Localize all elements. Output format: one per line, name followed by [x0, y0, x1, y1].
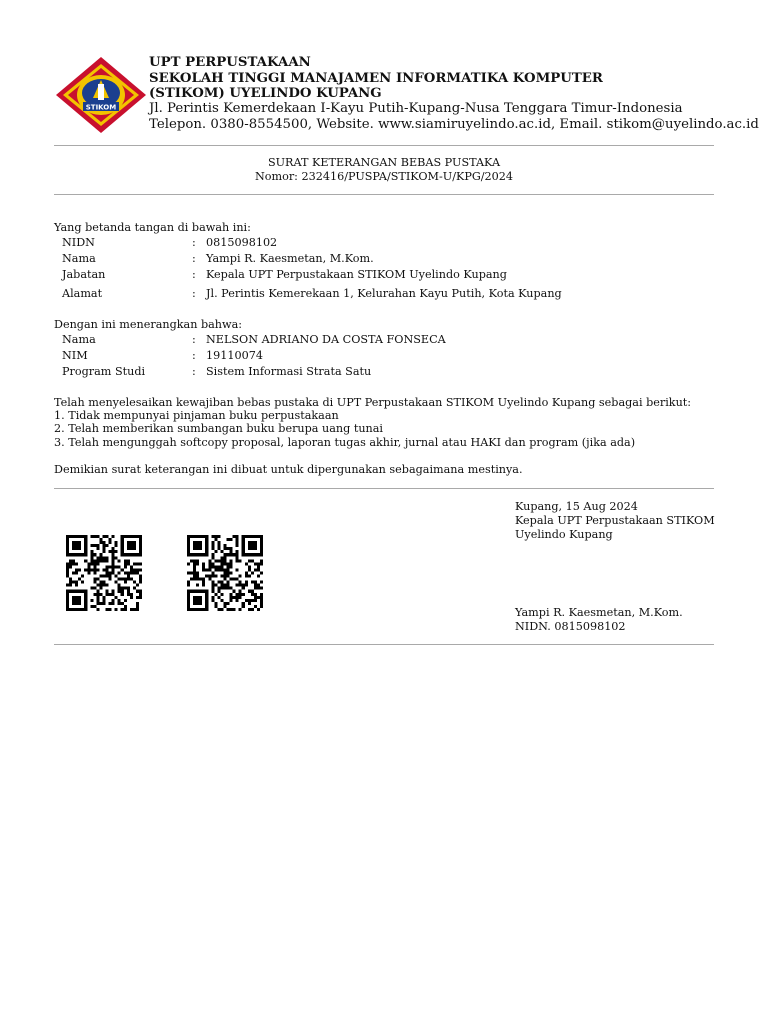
header-line-3: (STIKOM) UYELINDO KUPANG	[149, 86, 382, 101]
letter-title: SURAT KETERANGAN BEBAS PUSTAKA	[267, 156, 501, 169]
logo-text: STIKOM	[85, 103, 117, 112]
letter-number: Nomor: 232416/PUSPA/STIKOM-U/KPG/2024	[254, 170, 514, 183]
student-value-nama: NELSON ADRIANO DA COSTA FONSECA	[206, 333, 446, 346]
header-line-2: SEKOLAH TINGGI MANAJAMEN INFORMATIKA KOMPUTER	[149, 71, 603, 86]
student-label-nim: NIM	[62, 349, 88, 362]
student-label-nama: Nama	[62, 333, 96, 346]
header-line-1: UPT PERPUSTAKAAN	[149, 55, 311, 70]
header-address: Jl. Perintis Kemerdekaan I-Kayu Putih-Kupang-Nusa Tenggara Timur-Indonesia	[149, 101, 683, 116]
body-divider	[54, 488, 714, 489]
signer-value-jabatan: Kepala UPT Perpustakaan STIKOM Uyelindo Kupang	[206, 268, 507, 281]
header-contact: Telepon. 0380-8554500, Website. www.siamiruyelindo.ac.id, Email. stikom@uyelindo.ac.id	[149, 117, 759, 132]
signer-label-nidn: NIDN	[62, 236, 95, 249]
student-value-prodi: Sistem Informasi Strata Satu	[206, 365, 372, 378]
signer-label-jabatan: Jabatan	[62, 268, 106, 281]
student-sep-prodi: :	[192, 365, 196, 378]
signer-sep-nidn: :	[192, 236, 196, 249]
statement-intro: Telah menyelesaikan kewajiban bebas pustaka di UPT Perpustakaan STIKOM Uyelindo Kupang sebagai berikut:	[54, 396, 692, 409]
signer-sep-jabatan: :	[192, 268, 196, 281]
signer-label-alamat: Alamat	[62, 287, 103, 300]
statement-closing: Demikian surat keterangan ini dibuat untuk dipergunakan sebagaimana mestinya.	[54, 463, 523, 476]
student-sep-nim: :	[192, 349, 196, 362]
signer-sep-alamat: :	[192, 287, 196, 300]
stikom-logo	[55, 56, 147, 134]
signer-value-nidn: 0815098102	[206, 236, 278, 249]
signature-place-date: Kupang, 15 Aug 2024	[515, 500, 638, 513]
qr-code-2	[185, 535, 265, 611]
statement-item-1: 1. Tidak mempunyai pinjaman buku perpustakaan	[54, 409, 339, 422]
qr-code-1	[64, 535, 144, 611]
signature-name: Yampi R. Kaesmetan, M.Kom.	[515, 606, 683, 619]
signer-value-nama: Yampi R. Kaesmetan, M.Kom.	[206, 252, 374, 265]
signature-position-line-2: Uyelindo Kupang	[515, 528, 613, 541]
student-value-nim: 19110074	[206, 349, 263, 362]
footer-divider	[54, 644, 714, 645]
signature-position-line-1: Kepala UPT Perpustakaan STIKOM	[515, 514, 715, 527]
signer-sep-nama: :	[192, 252, 196, 265]
header-divider	[54, 145, 714, 146]
student-intro: Dengan ini menerangkan bahwa:	[54, 318, 243, 331]
statement-item-3: 3. Telah mengunggah softcopy proposal, laporan tugas akhir, jurnal atau HAKI dan program (jika ada)	[54, 436, 636, 449]
student-sep-nama: :	[192, 333, 196, 346]
signer-value-alamat: Jl. Perintis Kemerekaan 1, Kelurahan Kayu Putih, Kota Kupang	[206, 287, 562, 300]
statement-item-2: 2. Telah memberikan sumbangan buku berupa uang tunai	[54, 422, 383, 435]
signer-intro: Yang betanda tangan di bawah ini:	[54, 221, 251, 234]
signature-nidn: NIDN. 0815098102	[515, 620, 626, 633]
student-label-prodi: Program Studi	[62, 365, 146, 378]
signer-label-nama: Nama	[62, 252, 96, 265]
title-divider	[54, 194, 714, 195]
